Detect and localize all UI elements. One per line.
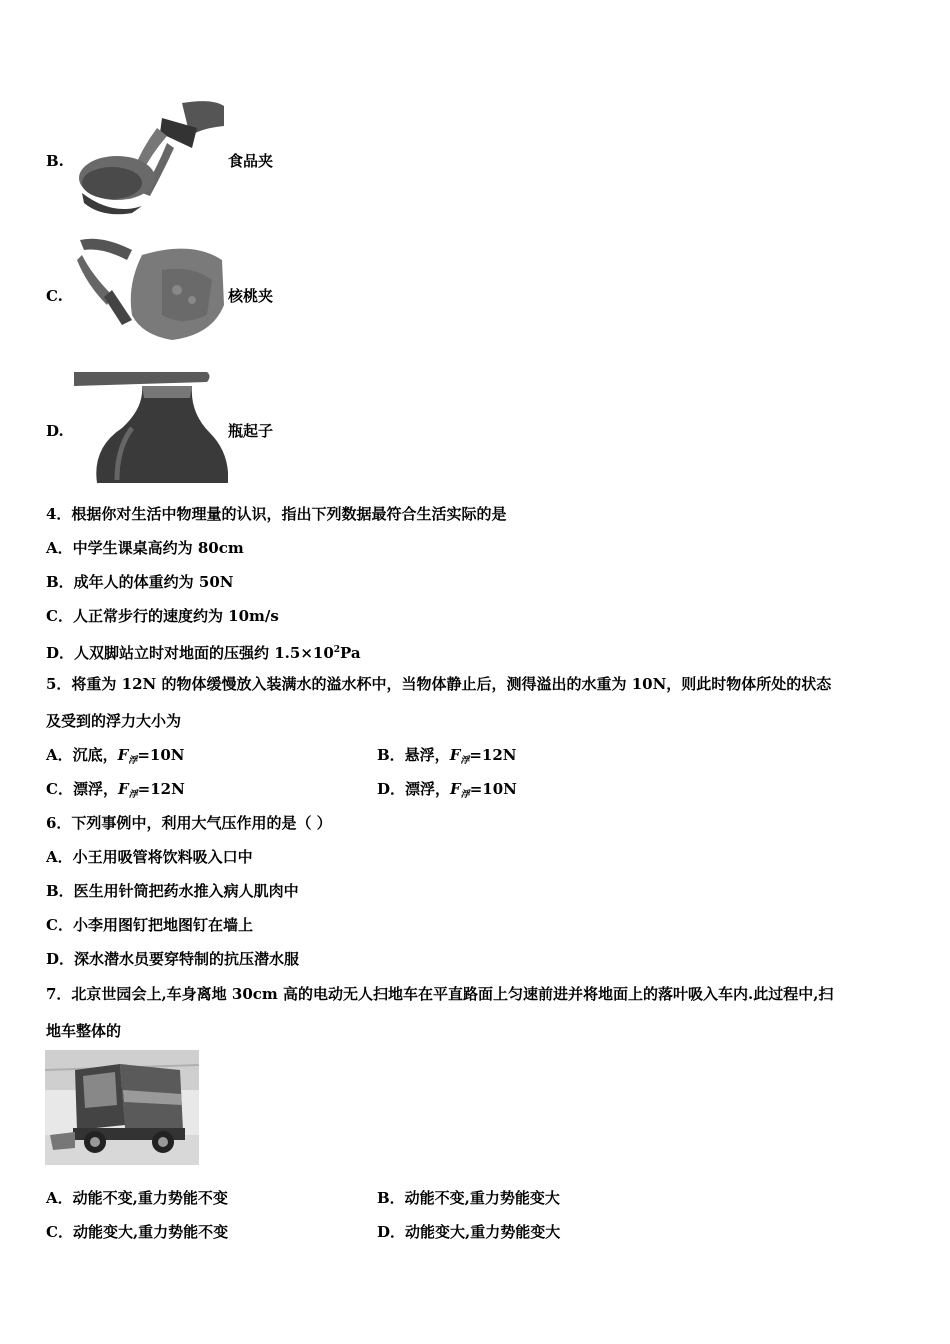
q5-option-d: D．漂浮，$F_浮=10N$ bbox=[377, 780, 517, 800]
q6-option-a: A．小王用吸管将饮料吸入口中 bbox=[46, 848, 253, 866]
q5-stem-line1: 5．将重为 12N 的物体缓慢放入装满水的溢水杯中，当物体静止后，测得溢出的水重为 10N，则此时物体所处的状态 bbox=[46, 675, 832, 693]
q6-option-c: C．小李用图钉把地图钉在墙上 bbox=[46, 916, 253, 934]
sweeper-vehicle-image bbox=[45, 1050, 199, 1165]
q7-stem-line2: 地车整体的 bbox=[46, 1022, 122, 1040]
q4-option-d: D．人双脚站立时对地面的压强约 $1.5\times 10^2Pa$ bbox=[46, 644, 361, 662]
q7-option-a: A．动能不变,重力势能不变 bbox=[46, 1189, 228, 1207]
nutcracker-image bbox=[72, 235, 228, 345]
q7-option-c: C．动能变大,重力势能不变 bbox=[46, 1223, 229, 1241]
q7-stem-line1: 7．北京世园会上,车身离地 30cm 高的电动无人扫地车在平直路面上匀速前进并将地面上的落叶吸入车内.此过程中,扫 bbox=[46, 985, 834, 1003]
food-tongs-image bbox=[72, 98, 228, 218]
option-c-caption: 核桃夹 bbox=[228, 287, 274, 305]
q4-option-a: A．中学生课桌高约为 80cm bbox=[46, 539, 244, 557]
bottle-opener-image bbox=[72, 368, 228, 483]
option-d-label: D. bbox=[46, 422, 64, 440]
q7-option-d: D．动能变大,重力势能变大 bbox=[377, 1223, 561, 1241]
q5-option-c: C．漂浮，$F_浮=12N$ bbox=[46, 780, 185, 800]
q5-option-a: A．沉底，$F_浮=10N$ bbox=[46, 746, 185, 766]
q4-stem: 4．根据你对生活中物理量的认识，指出下列数据最符合生活实际的是 bbox=[46, 505, 507, 523]
q6-option-d: D．深水潜水员要穿特制的抗压潜水服 bbox=[46, 950, 300, 968]
option-d-caption: 瓶起子 bbox=[228, 422, 274, 440]
option-b-caption: 食品夹 bbox=[228, 152, 274, 170]
q4-option-b: B．成年人的体重约为 50N bbox=[46, 573, 234, 591]
q6-stem: 6．下列事例中，利用大气压作用的是（ ） bbox=[46, 814, 332, 832]
q6-option-b: B．医生用针筒把药水推入病人肌肉中 bbox=[46, 882, 299, 900]
option-c-label: C. bbox=[46, 287, 63, 305]
option-b-label: B. bbox=[46, 152, 64, 170]
q5-stem-line2: 及受到的浮力大小为 bbox=[46, 712, 182, 730]
q5-option-b: B．悬浮，$F_浮=12N$ bbox=[377, 746, 517, 766]
q7-option-b: B．动能不变,重力势能变大 bbox=[377, 1189, 560, 1207]
q4-option-c: C．人正常步行的速度约为 10m/s bbox=[46, 607, 279, 625]
